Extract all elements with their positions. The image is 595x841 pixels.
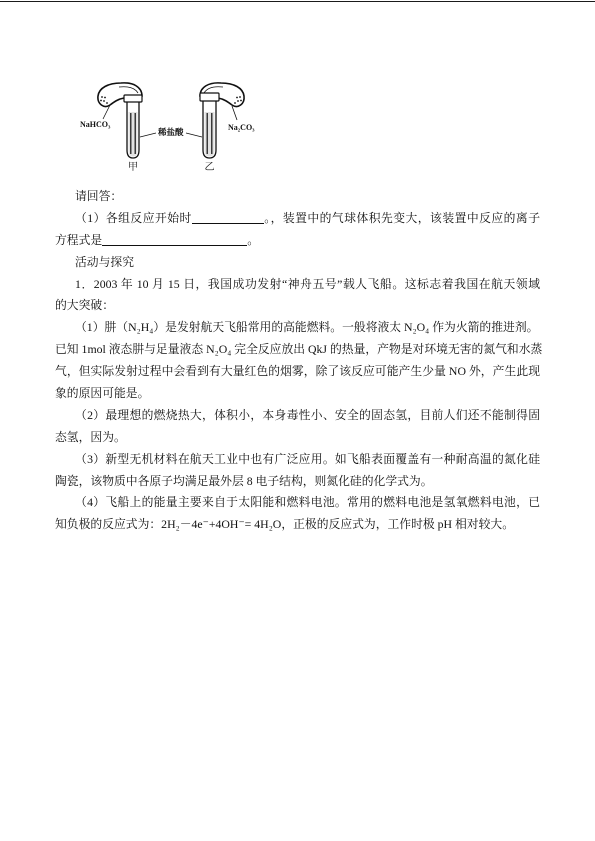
question-1-text-after-blank: 。，装置中的气球体积先变大，该装置中反应的离子 [263, 210, 540, 225]
right-apparatus-caption: 乙 [204, 162, 215, 173]
item-3-line: 陶瓷，该物质中各原子均满足最外层 8 电子结构，则氮化硅的化学式为。 [55, 473, 433, 488]
acid-callout [140, 127, 202, 137]
right-reagent-leader-line [232, 106, 237, 120]
item-1-line: （1）肼（N₂H₄）是发射航天飞船常用的高能燃料。一般将液太 N₂O₄ 作为火箭的推进剂。 [75, 320, 539, 335]
item-2-line: （2）最理想的燃烧热大，体积小，本身毒性小、安全的固态氢，目前人们还不能制得固 [75, 407, 540, 422]
acid-label: 稀盐酸 [158, 127, 184, 137]
apparatus-yi [200, 83, 255, 173]
item-1-line: 象的原因可能是。 [55, 386, 150, 401]
item-3-line: （3）新型无机材料在航天工业中也有广泛应用。如飞船表面覆盖有一种耐高温的氮化硅 [75, 451, 540, 466]
item-1-line: 已知 1mol 液态肼与足量液态 N₂O₄ 完全反应放出 QkJ 的热量，产物是对环境无害的氮气和水蒸 [55, 342, 543, 357]
question-1-text-before-blank: （1）各组反应开始时 [75, 210, 192, 225]
apparatus-jia [80, 83, 142, 173]
item-4-line: 知负极的反应式为：2H₂－4e⁻+4OH⁻= 4H₂O，正极的反应式为，工作时极 pH 相对较大。 [55, 517, 514, 532]
acid-leader-line-left [140, 133, 156, 137]
section-heading: 活动与探究 [75, 254, 134, 269]
left-apparatus-caption: 甲 [128, 162, 138, 173]
item-1-line: 气，但实际发射过程中会看到有大量红色的烟雾，除了该反应可能产生少量 NO 外，产生此现 [55, 364, 540, 379]
right-acid-liquid [205, 112, 215, 157]
answer-prompt: 请回答： [75, 189, 123, 203]
activity-intro-line: 1．2003 年 10 月 15 日，我国成功发射“神舟五号”载人飞船。这标志着我国在航天领域 [75, 276, 540, 291]
item-2-line: 态氢，因为。 [55, 429, 126, 444]
left-reagent-label: NaHCO₃ [80, 120, 111, 129]
item-4-line: （4）飞船上的能量主要来自于太阳能和燃料电池。常用的燃料电池是氢氧燃料电池，已 [75, 495, 540, 510]
answer-blank-1 [192, 213, 264, 224]
balloon-apparatus-figure [70, 78, 280, 178]
question-1-line-2 [55, 230, 540, 252]
question-1-line-2-text-after-blank: 。 [247, 232, 260, 247]
question-1-line-2-text-before-blank: 方程式是 [55, 232, 103, 247]
answer-blank-2 [102, 235, 247, 246]
right-balloon-neck [200, 93, 219, 101]
left-acid-liquid [129, 112, 138, 157]
question-text [55, 186, 543, 536]
activity-intro-line: 的大突破： [55, 298, 114, 313]
right-reagent-label: Na₂CO₃ [228, 123, 255, 132]
question-1-line-1 [55, 208, 540, 230]
acid-leader-line-right [186, 133, 202, 137]
left-balloon-neck [124, 95, 142, 102]
page-top-rule [0, 1, 595, 2]
